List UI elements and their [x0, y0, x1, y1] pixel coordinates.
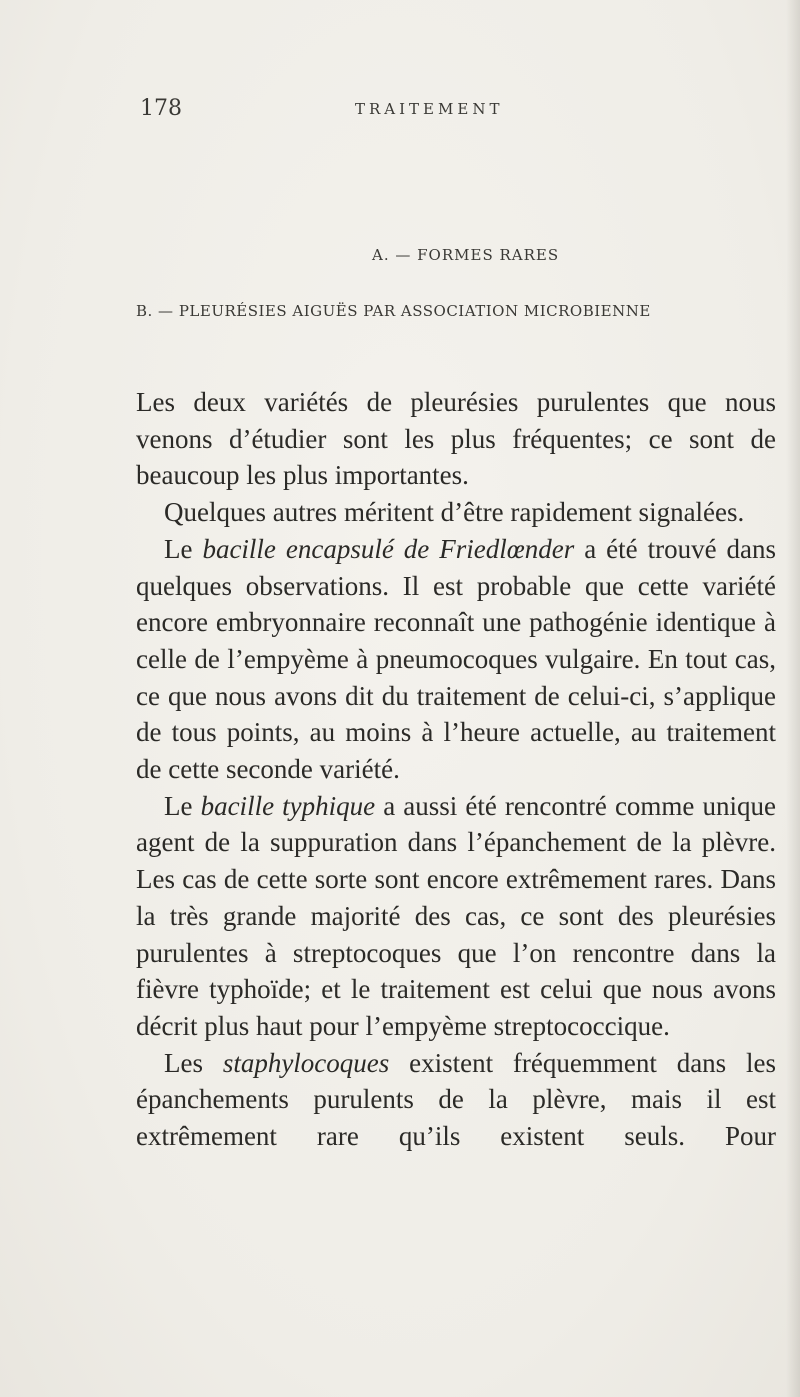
- paragraph-friedlaender: [136, 531, 776, 788]
- paragraph-lead: Les: [164, 1047, 223, 1078]
- paragraph-lead: Le: [164, 790, 201, 821]
- page-number: 178: [140, 96, 182, 121]
- paragraph-body: existent fréquemment dans les épanchements purulents de la plèvre, mais il est extrêmement rare qu’ils existent seuls. Pour: [136, 1047, 776, 1152]
- paragraph-body: a aussi été rencontré comme unique agent de la suppuration dans l’épanchement de la plèvre. Les cas de cette sorte sont encore extrêmement rares. Dans la très grande majorité des cas, ce sont des pleurésies purulentes à streptocoques que l’on rencontre dans la fièvre typhoïde; et le traitement est celui que nous avons décrit plus haut pour l’empyème streptococcique.: [136, 790, 776, 1041]
- paragraph-lead: Le: [164, 533, 203, 564]
- paragraph-intro: Les deux variétés de pleurésies purulentes que nous venons d’étudier sont les plus fréquentes; ce sont de beaucoup les plus importantes.: [136, 387, 776, 491]
- paragraph-staphylocoques: [136, 1045, 776, 1155]
- body-text: [136, 384, 776, 1155]
- paragraph-other-forms: Quelques autres méritent d’être rapidement signalées.: [164, 497, 745, 528]
- paragraph-typhique: [136, 788, 776, 1045]
- emphasis-typhique: bacille typhique: [200, 790, 376, 821]
- section-heading-a: A. — FORMES RARES: [372, 246, 560, 264]
- running-head: TRAITEMENT: [355, 100, 504, 118]
- page-edge-shadow: [786, 0, 800, 1397]
- paragraph-body: a été trouvé dans quelques observations. Il est probable que cette variété encore embryonnaire reconnaît une pathogénie identique à celle de l’empyème à pneumocoques vulgaire. En tout cas, ce que nous avons dit du traitement de celui-ci, s’applique de tous points, au moins à l’heure actuelle, au traitement de cette seconde variété.: [136, 533, 776, 785]
- emphasis-staphylocoques: staphylocoques: [222, 1047, 390, 1078]
- section-heading-b: B. — PLEURÉSIES AIGUËS PAR ASSOCIATION MICROBIENNE: [136, 302, 651, 320]
- emphasis-friedlaender: bacille encapsulé de Friedlœnder: [202, 533, 575, 564]
